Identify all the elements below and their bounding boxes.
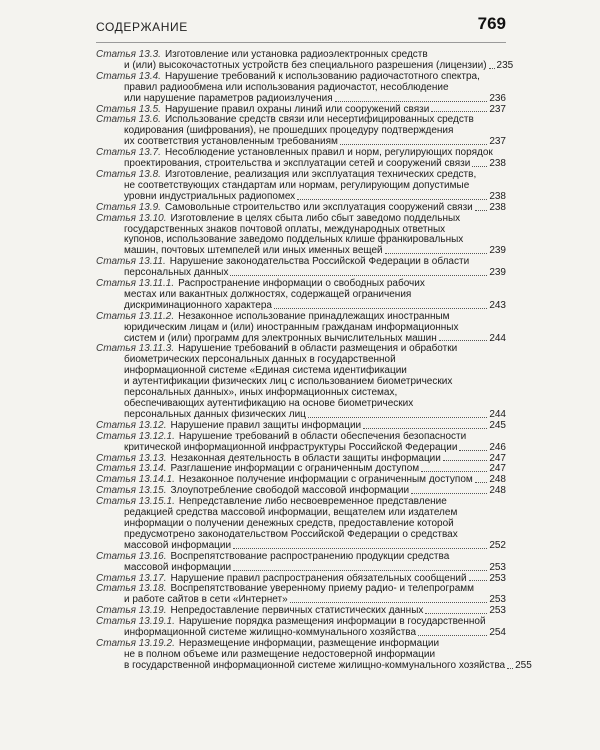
header-rule [96,42,506,43]
entry-page-number: 238 [489,190,506,202]
entry-page-number: 237 [489,103,506,115]
toc-entry[interactable] [96,617,506,639]
dot-leader [290,595,488,603]
entry-page-number: 246 [489,441,506,453]
dot-leader [489,61,495,69]
article-label: Статья 13.13. [96,452,167,464]
entry-page-number: 239 [489,267,506,279]
article-title-text: Использование средств связи или несертифицированных средств [164,114,474,126]
article-title-text: массовой информации [124,561,232,573]
toc-entry[interactable] [96,552,506,574]
toc-entry-line [96,203,506,214]
dot-leader [233,563,487,571]
toc-entry[interactable] [96,72,506,105]
dot-leader [274,301,487,309]
toc-entry-line [96,552,506,563]
article-title-text: обеспечивающих аутентификацию на основе биометрических [124,398,414,409]
toc-entry[interactable] [96,49,514,72]
article-title-text: биометрических персональных данных в государственной [124,354,396,366]
article-title-text: Распространение информации о свободных рабочих [178,278,425,290]
toc-entry-line [96,563,506,574]
article-title-text: предусмотрено законодательством Российской Федерации о средствах [124,528,458,540]
article-label: Статья 13.8. [96,168,161,180]
dot-leader [507,661,513,669]
entry-page-number: 244 [489,408,506,420]
article-label: Статья 13.11.3. [96,343,175,355]
article-title-text: или нарушение параметров радиоизлучения [124,92,333,104]
dot-leader [230,268,487,276]
article-title-text: Нарушение правил защиты информации [170,419,362,431]
toc-entry[interactable] [96,637,532,672]
entry-page-number: 253 [489,561,506,573]
article-title-text: государственных знаков почтовой оплаты, международных ответных [124,223,446,235]
article-label: Статья 13.14.1. [96,474,175,486]
article-title-text: и (или) высокочастотных устройств без специального разрешения (лицензии) [124,59,487,71]
dot-leader [439,334,488,342]
article-label: Статья 13.5. [96,103,161,115]
article-label: Статья 13.18. [96,583,167,595]
entry-page-number: 239 [489,245,506,257]
article-title-text: персональных данных», иных информационных системах, [124,387,398,399]
article-title-text: проектирования, строительства и эксплуатации сетей и сооружений связи [124,158,471,170]
toc-entry[interactable] [96,115,506,148]
article-title-text: Нарушение порядка размещения информации в государственной [178,616,486,628]
toc-entry[interactable] [96,432,506,454]
article-title-text: информационной системе «Единая система идентификации [124,365,407,377]
article-label: Статья 13.3. [96,49,161,60]
toc-entry-line [96,443,506,454]
dot-leader [459,443,487,451]
toc-entry[interactable] [96,214,506,258]
article-label: Статья 13.12.1. [96,430,175,442]
article-label: Статья 13.10. [96,212,167,224]
running-title: СОДЕРЖАНИЕ [96,20,188,34]
dot-leader [472,159,487,167]
article-title-text: Непредоставление первичных статистических данных [170,605,424,617]
article-title-text: Нарушение правил охраны линий или сооружений связи [164,103,430,115]
entry-page-number: 253 [489,572,506,584]
dot-leader [425,606,487,614]
toc-entry[interactable] [96,344,506,420]
article-title-text: критической информационной инфраструктуры Российской Федерации [124,441,458,453]
article-label: Статья 13.12. [96,419,167,431]
entry-page-number: 255 [515,659,532,671]
toc-entry[interactable] [96,497,506,552]
article-title-text: не соответствующих стандартам или нормам, регулирующим допустимые [124,179,470,191]
dot-leader [475,203,488,211]
dot-leader [421,464,487,472]
article-label: Статья 13.9. [96,201,161,213]
article-title-text: систем и (или) программ для электронных вычислительных машин [124,332,437,344]
toc-entry-line [96,214,506,225]
article-label: Статья 13.11.2. [96,310,175,322]
dot-leader [475,475,488,483]
toc-entry[interactable] [96,203,506,214]
dot-leader [431,105,487,113]
entry-page-number: 247 [489,463,506,475]
article-title-text: местах или вакантных должностях, содержащей ограничения [124,288,412,300]
toc-entry-line [96,323,506,334]
article-label: Статья 13.19.1. [96,616,175,628]
entry-page-number: 253 [489,594,506,606]
article-title-text: персональных данных физических лиц [124,408,306,420]
article-title-text: в государственной информационной системе жилищно-коммунального хозяйства [124,659,506,671]
entry-page-number: 235 [496,59,514,71]
entry-page-number: 238 [489,158,506,170]
dot-leader [411,486,487,494]
article-title-text: Злоупотребление свободой массовой информации [170,485,410,497]
page-number: 769 [477,14,506,33]
entry-page-number: 243 [489,299,506,311]
article-title-text: Нарушение требований в области размещения и обработки [178,343,458,355]
toc-entry[interactable] [96,312,506,345]
article-title-text: Изготовление или установка радиоэлектронных средств [164,49,428,60]
dot-leader [233,541,487,549]
entry-page-number: 252 [489,539,506,551]
article-label: Статья 13.17. [96,572,167,584]
article-title-text: Незаконное получение информации с ограниченным доступом [178,474,473,486]
toc-entry-line [96,659,532,672]
article-title-text: кодирования (шифрования), не прошедших процедуру подтверждения [124,125,454,137]
article-title-text: Нарушение законодательства Российской Федерации в области [169,256,470,268]
article-title-text: не в полном объеме или размещение недостоверной информации [124,648,436,660]
article-title-text: Незаконная деятельность в области защиты информации [170,452,441,464]
article-title-text: правил радиообмена или использования радиочастот, несоблюдение [124,81,449,93]
article-label: Статья 13.4. [96,70,161,82]
entry-page-number: 245 [489,419,506,431]
toc-entry-line [96,432,506,443]
article-title-text: дискриминационного характера [124,299,272,311]
article-title-text: персональных данных [124,267,229,279]
article-title-text: Нарушение требований в области обеспечения безопасности [178,430,467,442]
page-header [96,14,506,34]
toc-entry-line [96,94,506,105]
article-label: Статья 13.7. [96,147,161,159]
entry-page-number: 254 [489,627,506,639]
article-title-text: Нарушение требований к использованию радиочастотного спектра, [164,70,480,82]
dot-leader [469,574,488,582]
toc-entry-line [96,83,506,94]
article-label: Статья 13.19.2. [96,637,175,649]
entry-page-number: 248 [489,474,506,486]
article-label: Статья 13.11.1. [96,278,175,290]
article-title-text: массовой информации [124,539,232,551]
dot-leader [363,421,487,429]
toc-entry[interactable] [96,584,506,606]
dot-leader [308,410,487,418]
toc-entry[interactable] [96,170,506,203]
dot-leader [385,246,488,254]
article-label: Статья 13.15. [96,485,167,497]
article-title-text: Воспрепятствование уверенному приему радио- и телепрограмм [170,583,475,595]
dot-leader [340,137,487,145]
article-title-text: их соответствия установленным требованиям [124,136,338,148]
entry-page-number: 236 [489,92,506,104]
article-title-text: Изготовление в целях сбыта либо сбыт заведомо поддельных [170,212,461,224]
article-title-text: и аутентификации физических лиц с использованием биометрических [124,376,453,388]
article-title-text: Несоблюдение установленных правил и норм, регулирующих порядок [164,147,493,159]
article-title-text: купонов, использование заведомо поддельных клише франкировальных [124,234,464,246]
article-title-text: машин, почтовых штемпелей или иных именных вещей [124,245,383,257]
entry-page-number: 253 [489,605,506,617]
article-label: Статья 13.15.1. [96,496,175,508]
article-title-text: Изготовление, реализация или эксплуатация технических средств, [164,168,477,180]
article-title-text: Незаконное использование принадлежащих иностранным [178,310,450,322]
article-title-text: и работе сайтов в сети «Интернет» [124,594,288,606]
table-of-contents [96,49,532,672]
article-title-text: уровни индустриальных радиопомех [124,190,296,202]
entry-page-number: 244 [489,332,506,344]
dot-leader [297,192,487,200]
article-title-text: Неразмещение информации, размещение информации [178,637,440,649]
article-label: Статья 13.19. [96,605,167,617]
article-title-text: информационной системе жилищно-коммунального хозяйства [124,627,417,639]
entry-page-number: 248 [489,485,506,497]
article-label: Статья 13.16. [96,550,167,562]
article-title-text: Нарушение правил распространения обязательных сообщений [170,572,467,584]
article-title-text: информации о получении денежных средств, предоставление которой [124,517,454,529]
dot-leader [418,628,487,636]
toc-entry[interactable] [96,148,506,170]
entry-page-number: 247 [489,452,506,464]
article-title-text: Самовольные строительство или эксплуатация сооружений связи [164,201,473,213]
article-title-text: Воспрепятствование распространению продукции средства [170,550,450,562]
article-label: Статья 13.6. [96,114,161,126]
toc-entry[interactable] [96,279,506,312]
article-title-text: юридическим лицам и (или) иностранным гражданам информационных [124,321,459,333]
entry-page-number: 238 [489,201,506,213]
article-title-text: Разглашение информации с ограниченным доступом [170,463,420,475]
article-label: Статья 13.11. [96,256,166,268]
entry-page-number: 237 [489,136,506,148]
dot-leader [443,454,487,462]
article-title-text: Непредставление либо несвоевременное представление [178,496,447,508]
article-title-text: редакцией средства массовой информации, вещателем или издателем [124,507,458,519]
toc-entry[interactable] [96,257,506,279]
article-label: Статья 13.14. [96,463,167,475]
dot-leader [335,94,488,102]
